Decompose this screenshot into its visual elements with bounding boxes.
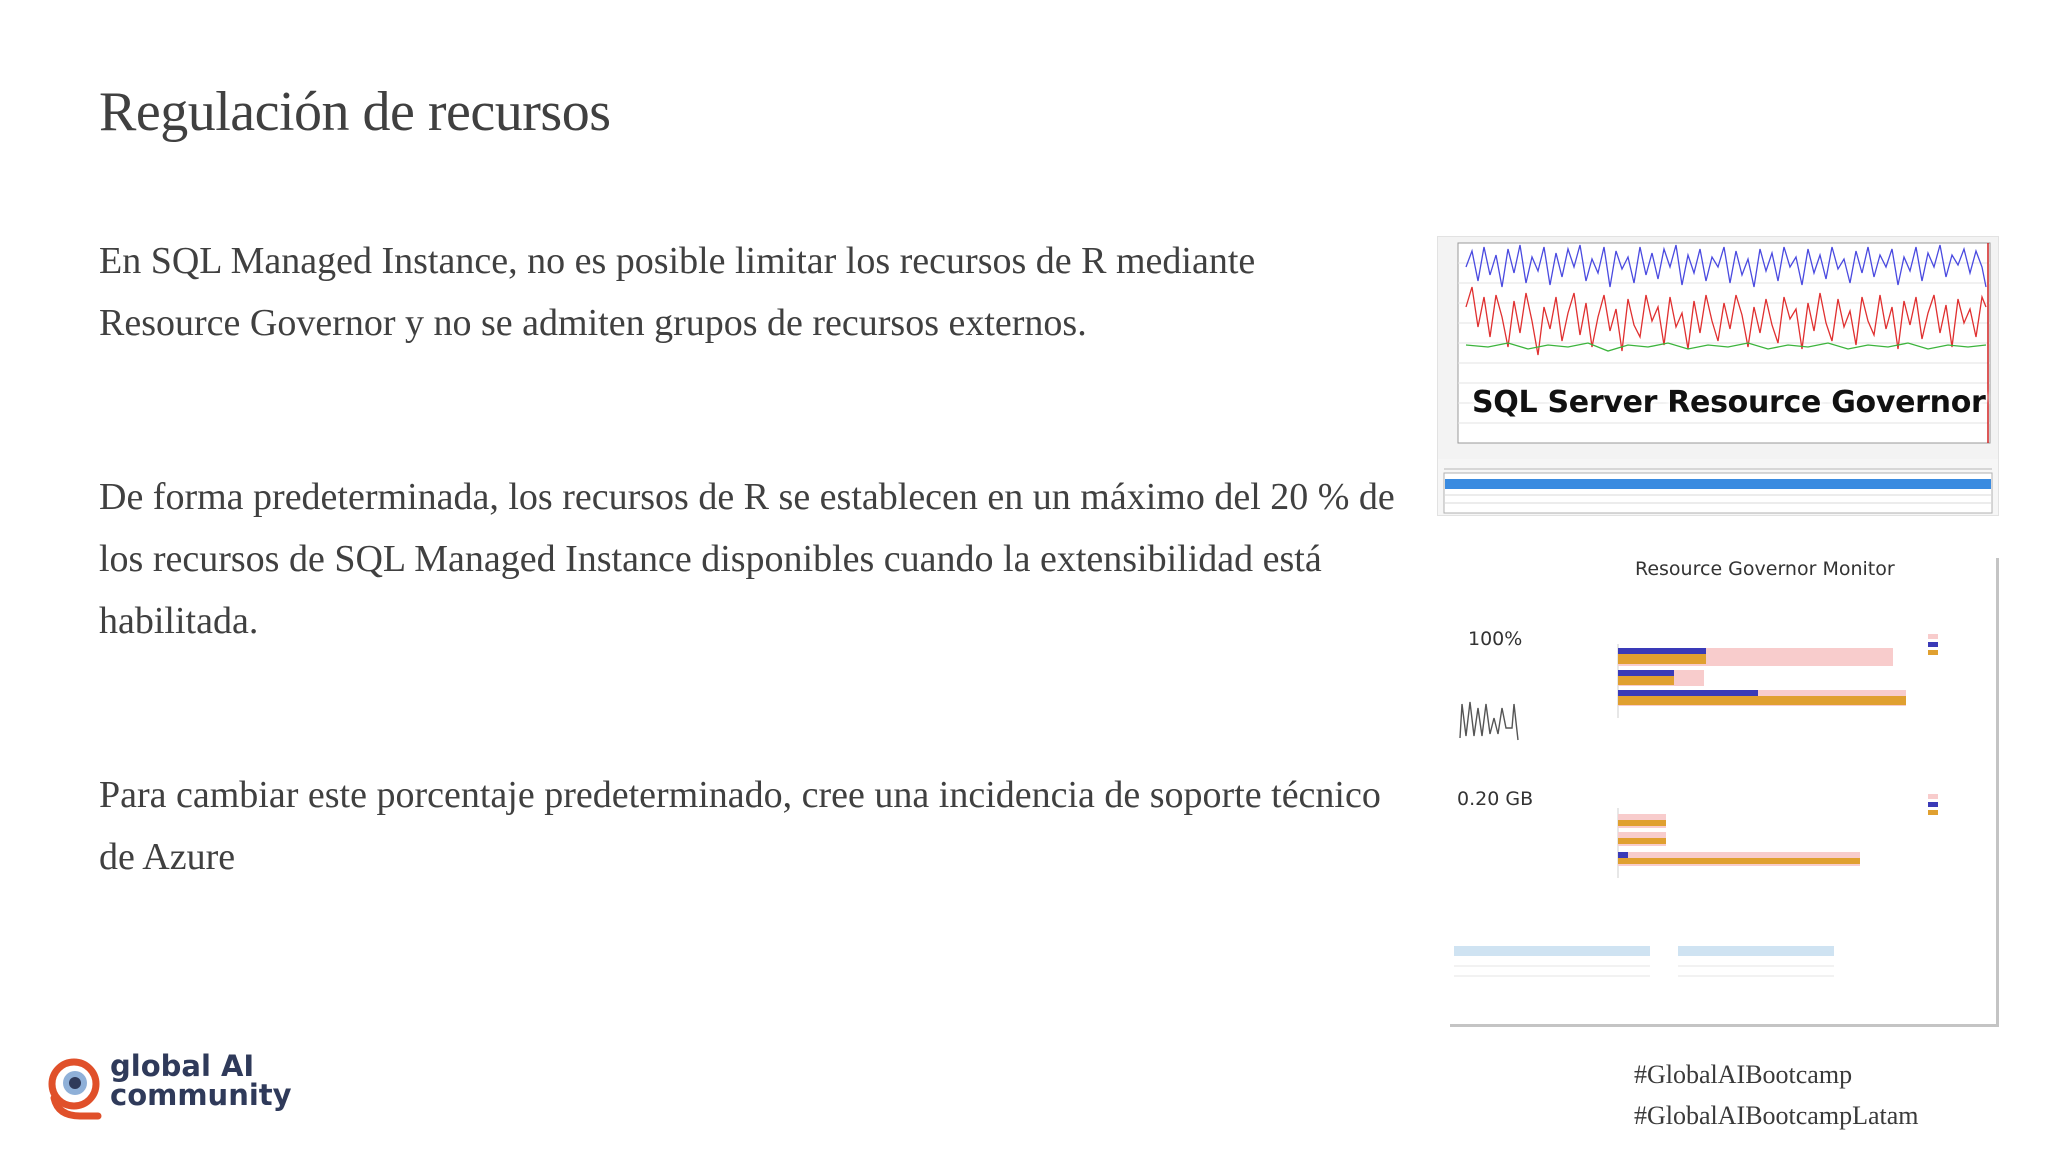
memory-bar [1618,820,1666,826]
cpu-bar [1618,696,1906,705]
slide-title: Regulación de recursos [99,81,611,143]
hashtags [1634,1054,1918,1136]
cpu-bar [1618,676,1674,685]
cpu-percent-value: 100% [1468,628,1523,650]
logo-mark-icon [48,1052,104,1124]
memory-bar [1618,852,1628,858]
memory-bar [1618,858,1860,864]
cpu-bar [1618,690,1758,696]
perf-chart-caption: SQL Server Resource Governor [1472,385,1986,420]
resource-governor-monitor-image [1450,558,1999,1027]
hashtag-globalaibootcamp: #GlobalAIBootcamp [1634,1060,1853,1089]
perf-monitor-image [1437,236,1999,516]
cpu-bar [1618,648,1706,654]
logo-wordmark [110,1049,292,1112]
monitor-charts [1450,558,1996,1024]
logo-line1: global AI [110,1049,255,1083]
paragraph-resource-governor: En SQL Managed Instance, no es posible limitar los recursos de R mediante Resource Governor y no se admiten grupos de recursos externos. [99,240,1256,344]
cpu-bar [1618,670,1674,676]
perf-counter-table [1438,459,1998,515]
logo-line2: community [110,1078,292,1112]
paragraph-default-limit: De forma predeterminada, los recursos de R se establecen en un máximo del 20 % de los recursos de SQL Managed Instance disponibles cuando la extensibilidad está habilitada. [99,476,1395,642]
cpu-bar [1618,654,1706,664]
monitor-title: Resource Governor Monitor [1635,558,1895,580]
memory-value: 0.20 GB [1457,788,1534,810]
hashtag-globalaibootcamplatam: #GlobalAIBootcampLatam [1634,1101,1919,1130]
memory-bar [1618,838,1666,844]
global-ai-community-logo [48,1049,292,1124]
paragraph-support-ticket: Para cambiar este porcentaje predeterminado, cree una incidencia de soporte técnico de Azure [99,774,1381,878]
perf-chart [1438,237,1998,459]
